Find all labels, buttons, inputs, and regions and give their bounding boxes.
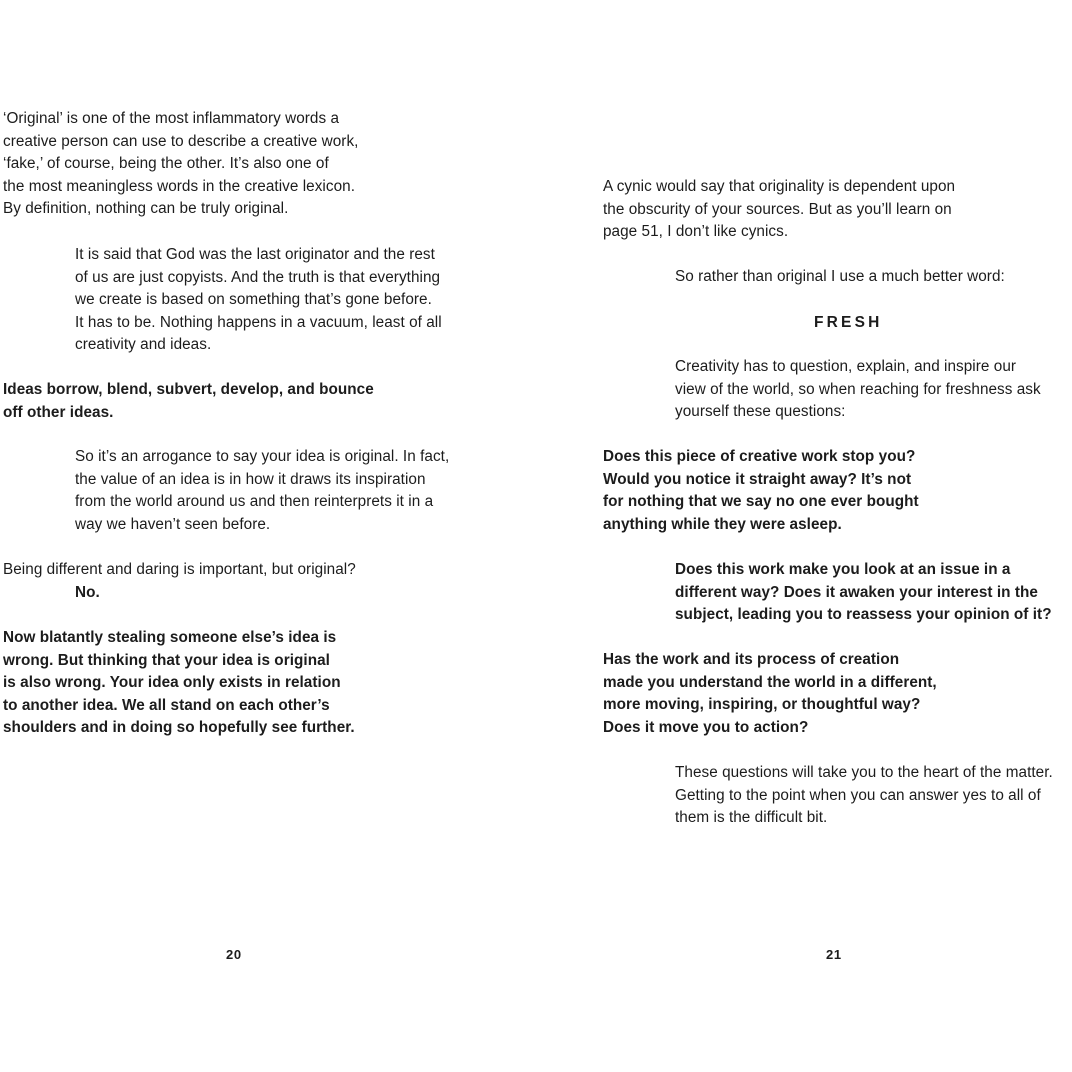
text-line: yourself these questions: (675, 403, 846, 421)
fresh-heading: FRESH (814, 314, 883, 331)
text-line: made you understand the world in a different, (603, 673, 937, 691)
text-line: view of the world, so when reaching for freshness ask (675, 380, 1041, 398)
page-number-right: 21 (826, 947, 842, 962)
text-line: of us are just copyists. And the truth is that everything (75, 268, 441, 286)
text-line: Has the work and its process of creation (603, 651, 900, 668)
text-line: is also wrong. Your idea only exists in relation (3, 674, 341, 692)
text-line: wrong. But thinking that your idea is original (3, 651, 330, 669)
text-line: These questions will take you to the heart of the matter. (675, 764, 1053, 781)
paragraph-original-intro (3, 108, 358, 221)
text-line: for nothing that we say no one ever bought (603, 493, 919, 511)
right-page (603, 0, 1072, 1072)
text-line: It is said that God was the last originator and the rest (75, 246, 435, 263)
text-line: Does this work make you look at an issue in a (675, 561, 1011, 578)
paragraph-creativity-question (675, 356, 1041, 424)
question-stop-you (603, 446, 919, 536)
text-line: Does it move you to action? (603, 718, 809, 736)
text-line: So rather than original I use a much better word: (675, 268, 1005, 285)
text-line: Ideas borrow, blend, subvert, develop, and bounce (3, 381, 374, 398)
text-line: page 51, I don’t like cynics. (603, 223, 789, 241)
text-line: Being different and daring is important, but original? (3, 561, 356, 578)
paragraph-better-word (675, 266, 1005, 289)
text-line: the value of an idea is in how it draws its inspiration (75, 470, 426, 488)
text-line: subject, leading you to reassess your opinion of it? (675, 606, 1052, 624)
text-line: them is the difficult bit. (675, 809, 828, 827)
paragraph-different-daring (3, 559, 356, 604)
text-line: By definition, nothing can be truly original. (3, 200, 289, 218)
text-line: to another idea. We all stand on each other’s (3, 696, 330, 714)
text-line: Getting to the point when you can answer yes to all of (675, 786, 1041, 804)
paragraph-heart-of-matter (675, 762, 1053, 830)
text-line: different way? Does it awaken your interest in the (675, 583, 1038, 601)
answer-no: No. (75, 583, 100, 601)
question-process-creation (603, 649, 937, 739)
text-line: we create is based on something that’s gone before. (75, 291, 432, 309)
paragraph-cynic (603, 176, 955, 244)
text-line: more moving, inspiring, or thoughtful way? (603, 696, 921, 714)
text-line: So it’s an arrogance to say your idea is original. In fact, (75, 448, 450, 465)
text-line: Does this piece of creative work stop you? (603, 448, 916, 465)
text-line: ‘fake,’ of course, being the other. It’s also one of (3, 155, 329, 173)
text-line: Now blatantly stealing someone else’s idea is (3, 629, 337, 646)
paragraph-ideas-borrow (3, 379, 374, 424)
text-line: anything while they were asleep. (603, 515, 842, 533)
text-line: off other ideas. (3, 403, 114, 421)
paragraph-stealing (3, 627, 355, 740)
text-line: ‘Original’ is one of the most inflammatory words a (3, 110, 340, 127)
text-line: the most meaningless words in the creative lexicon. (3, 177, 355, 195)
left-page (0, 0, 520, 1072)
text-line: Would you notice it straight away? It’s not (603, 470, 912, 488)
paragraph-god-originator (75, 244, 442, 357)
text-line: the obscurity of your sources. But as you’ll learn on (603, 200, 952, 218)
text-line: It has to be. Nothing happens in a vacuum, least of all (75, 313, 442, 331)
text-line: creative person can use to describe a creative work, (3, 132, 359, 150)
text-line: shoulders and in doing so hopefully see further. (3, 719, 355, 737)
text-line: creativity and ideas. (75, 336, 212, 354)
text-line: A cynic would say that originality is dependent upon (603, 178, 956, 195)
page-number-left: 20 (226, 947, 242, 962)
text-line: Creativity has to question, explain, and inspire our (675, 358, 1017, 375)
question-different-way (675, 559, 1052, 627)
paragraph-arrogance (75, 446, 449, 536)
text-line: from the world around us and then reinterprets it in a (75, 493, 434, 511)
text-line: way we haven’t seen before. (75, 515, 271, 533)
